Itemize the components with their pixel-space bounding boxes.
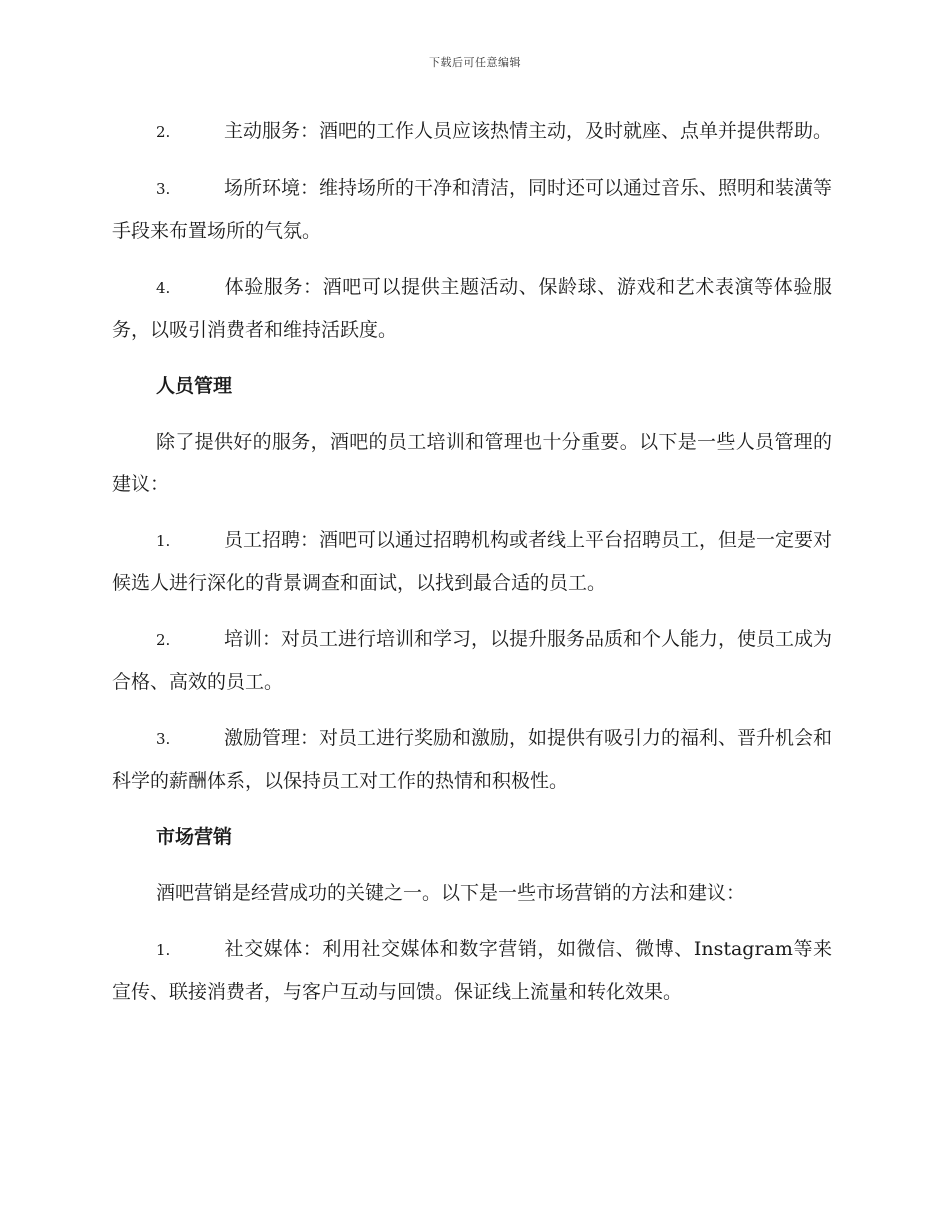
list-item-text: 体验服务：酒吧可以提供主题活动、保龄球、游戏和艺术表演等体验服务，以吸引消费者和维持活跃度。 [112, 276, 832, 341]
list-item-text: 场所环境：维持场所的干净和清洁，同时还可以通过音乐、照明和装潢等手段来布置场所的气氛。 [112, 177, 833, 242]
list-item [112, 167, 832, 252]
list-item-text: 培训：对员工进行培训和学习，以提升服务品质和个人能力，使员工成为合格、高效的员工。 [112, 628, 833, 693]
list-item-number: 3. [156, 730, 171, 748]
list-item-text: 激励管理：对员工进行奖励和激励，如提供有吸引力的福利、晋升机会和科学的薪酬体系，以保持员工对工作的热情和积极性。 [112, 727, 833, 792]
list-item-text: 社交媒体：利用社交媒体和数字营销，如微信、微博、Instagram等来宣传、联接消费者，与客户互动与回馈。保证线上流量和转化效果。 [112, 938, 832, 1003]
list-item-number: 4. [156, 279, 171, 297]
list-item-text: 员工招聘：酒吧可以通过招聘机构或者线上平台招聘员工，但是一定要对候选人进行深化的背景调查和面试，以找到最合适的员工。 [112, 529, 833, 594]
list-item [112, 266, 832, 351]
list-item [112, 110, 832, 153]
list-item [112, 928, 832, 1013]
list-item-number: 1. [156, 941, 171, 959]
list-item [112, 519, 832, 604]
staff-intro-paragraph: 除了提供好的服务，酒吧的员工培训和管理也十分重要。以下是一些人员管理的建议： [112, 431, 832, 495]
list-item-number: 1. [156, 532, 171, 550]
list-item-number: 3. [156, 180, 171, 198]
list-item-number: 2. [156, 123, 171, 141]
section-heading-marketing: 市场营销 [156, 826, 233, 848]
page-header: 下载后可任意编辑 [429, 56, 521, 69]
marketing-intro-paragraph: 酒吧营销是经营成功的关键之一。以下是一些市场营销的方法和建议： [156, 882, 746, 904]
list-item-text: 主动服务：酒吧的工作人员应该热情主动，及时就座、点单并提供帮助。 [224, 120, 833, 142]
document-body [112, 110, 832, 1027]
section-heading-staff: 人员管理 [156, 375, 233, 397]
list-item-number: 2. [156, 631, 171, 649]
list-item [112, 618, 832, 703]
list-item [112, 717, 832, 802]
